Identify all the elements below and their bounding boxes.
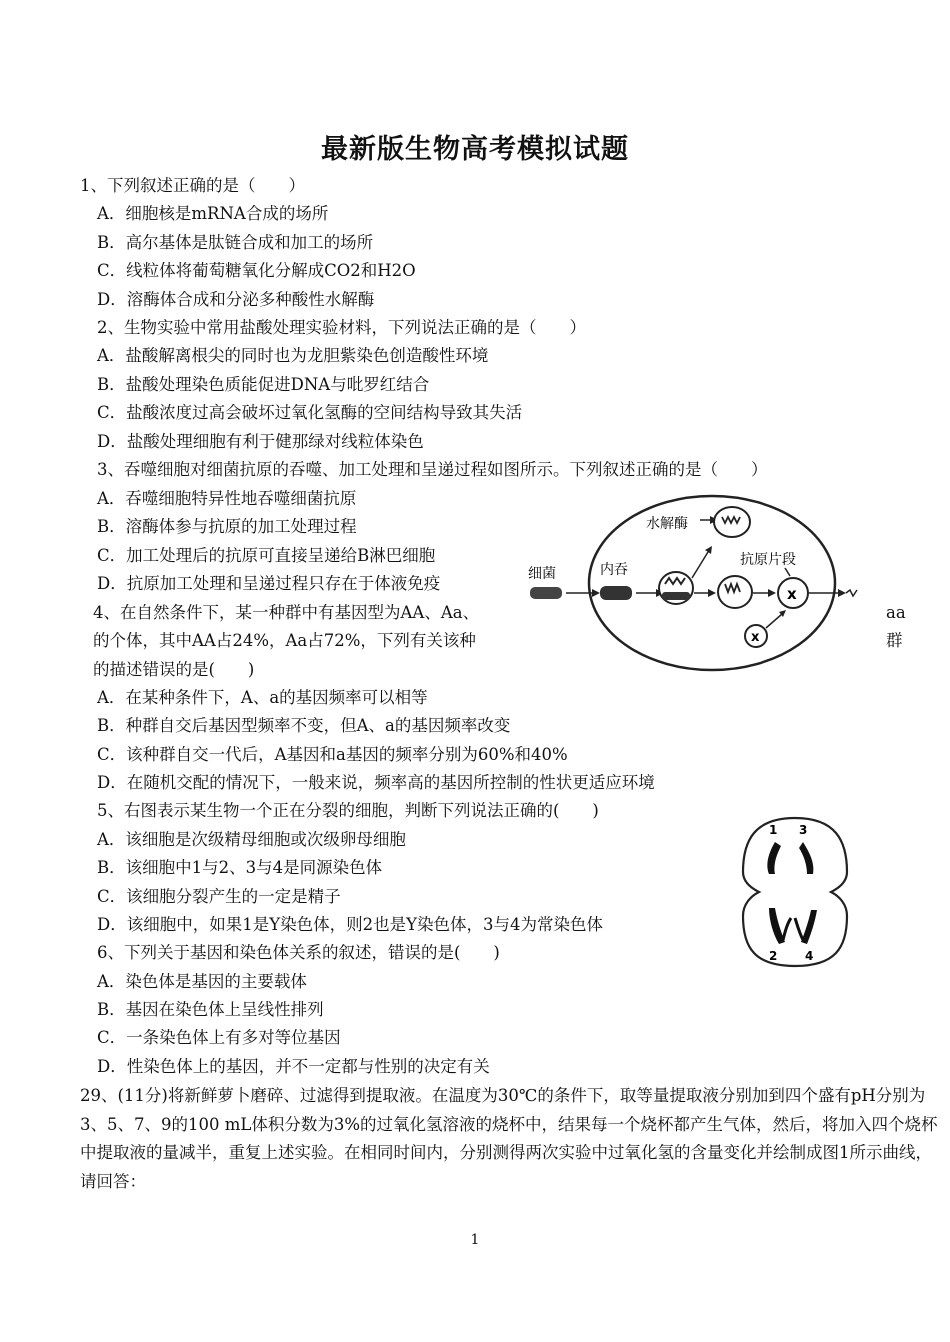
label-engulf: 内吞 bbox=[600, 562, 628, 578]
q3-option-a: A．吞噬细胞特异性地吞噬细菌抗原 bbox=[97, 489, 357, 508]
q4-stem-line1: 4、在自然条件下，某一种群中有基因型为AA、Aa、 bbox=[93, 603, 480, 622]
q4-stem-line2-tail: 群 bbox=[886, 631, 903, 650]
q4-option-c: C．该种群自交一代后，A基因和a基因的频率分别为60%和40% bbox=[97, 745, 568, 764]
q1-option-b: B．高尔基体是肽链合成和加工的场所 bbox=[97, 233, 374, 252]
label-antigen-fragment: 抗原片段 bbox=[740, 552, 796, 568]
q1-stem: 1、下列叙述正确的是（ ） bbox=[80, 176, 305, 195]
q4-option-a: A．在某种条件下，A、a的基因频率可以相等 bbox=[97, 688, 428, 707]
chromosome-label-3: 3 bbox=[799, 823, 808, 837]
q1-option-a: A．细胞核是mRNA合成的场所 bbox=[97, 204, 329, 223]
chromosome-label-4: 4 bbox=[805, 949, 814, 963]
page-number: 1 bbox=[470, 1232, 480, 1248]
phagolysosome-icon bbox=[718, 576, 752, 608]
chromosome-1 bbox=[767, 842, 781, 874]
q6-option-c: C．一条染色体上有多对等位基因 bbox=[97, 1028, 341, 1047]
q29-text: 29、(11分)将新鲜萝卜磨碎、过滤得到提取液。在温度为30℃的条件下，取等量提取液分别加到四个盛有pH分别为3、5、7、9的100 mL体积分数为3%的过氧化氢溶液的烧杯中，结果每一个烧杯都产生气体，然后，将加入四个烧杯中提取液的量减半，重复上述实验。在相同时间内，分别测得两次实验中过氧化氢的含量变化并绘制成图1所示曲线，请回答： bbox=[80, 1086, 938, 1191]
q5-option-d: D．该细胞中，如果1是Y染色体，则2也是Y染色体，3与4为常染色体 bbox=[97, 915, 604, 934]
q5-option-c: C．该细胞分裂产生的一定是精子 bbox=[97, 887, 341, 906]
q1-option-c: C．线粒体将葡萄糖氧化分解成CO2和H2O bbox=[97, 261, 416, 280]
q5-stem: 5、右图表示某生物一个正在分裂的细胞，判断下列说法正确的( ) bbox=[97, 801, 599, 820]
svg-text:x: x bbox=[787, 585, 797, 603]
q1-option-d: D．溶酶体合成和分泌多种酸性水解酶 bbox=[97, 290, 375, 309]
svg-text:x: x bbox=[751, 630, 760, 645]
q6-stem: 6、下列关于基因和染色体关系的叙述，错误的是( ) bbox=[97, 943, 500, 962]
q4-stem-line1-tail: aa bbox=[886, 603, 906, 622]
chromosome-label-2: 2 bbox=[769, 949, 778, 963]
q2-option-b: B．盐酸处理染色质能促进DNA与吡罗红结合 bbox=[97, 375, 430, 394]
q4-option-b: B．种群自交后基因型频率不变，但A、a的基因频率改变 bbox=[97, 716, 511, 735]
q5-option-b: B．该细胞中1与2、3与4是同源染色体 bbox=[97, 858, 383, 877]
q3-option-d: D．抗原加工处理和呈递过程只存在于体液免疫 bbox=[97, 574, 441, 593]
q2-stem: 2、生物实验中常用盐酸处理实验材料，下列说法正确的是（ ） bbox=[97, 318, 586, 337]
q2-option-c: C．盐酸浓度过高会破坏过氧化氢酶的空间结构导致其失活 bbox=[97, 403, 523, 422]
q6-option-d: D．性染色体上的基因，并不一定都与性别的决定有关 bbox=[97, 1057, 490, 1076]
bacteria-icon bbox=[530, 587, 562, 599]
vesicle-icon bbox=[600, 586, 632, 600]
chromosome-label-1: 1 bbox=[769, 823, 778, 837]
phagocyte-diagram bbox=[520, 492, 865, 672]
q5-option-a: A．该细胞是次级精母细胞或次级卵母细胞 bbox=[97, 830, 406, 849]
label-hydrolase: 水解酶 bbox=[646, 516, 688, 532]
dividing-cell-diagram bbox=[735, 812, 855, 972]
q4-stem-line3: 的描述错误的是( ) bbox=[93, 660, 255, 679]
q3-stem: 3、吞噬细胞对细菌抗原的吞噬、加工处理和呈递过程如图所示。下列叙述正确的是（ ） bbox=[97, 460, 768, 479]
q3-option-c: C．加工处理后的抗原可直接呈递给B淋巴细胞 bbox=[97, 546, 436, 565]
q6-option-a: A．染色体是基因的主要载体 bbox=[97, 972, 307, 991]
q3-option-b: B．溶酶体参与抗原的加工处理过程 bbox=[97, 517, 357, 536]
q2-option-d: D．盐酸处理细胞有利于健那绿对线粒体染色 bbox=[97, 432, 424, 451]
q4-option-d: D．在随机交配的情况下，一般来说，频率高的基因所控制的性状更适应环境 bbox=[97, 773, 655, 792]
chromosome-3 bbox=[799, 842, 813, 874]
q4-stem-line2: 的个体，其中AA占24%，Aa占72%，下列有关该种 bbox=[93, 631, 476, 650]
q2-option-a: A．盐酸解离根尖的同时也为龙胆紫染色创造酸性环境 bbox=[97, 346, 489, 365]
q6-option-b: B．基因在染色体上呈线性排列 bbox=[97, 1000, 324, 1019]
page-title: 最新版生物高考模拟试题 bbox=[321, 134, 629, 165]
label-bacteria: 细菌 bbox=[528, 566, 556, 582]
